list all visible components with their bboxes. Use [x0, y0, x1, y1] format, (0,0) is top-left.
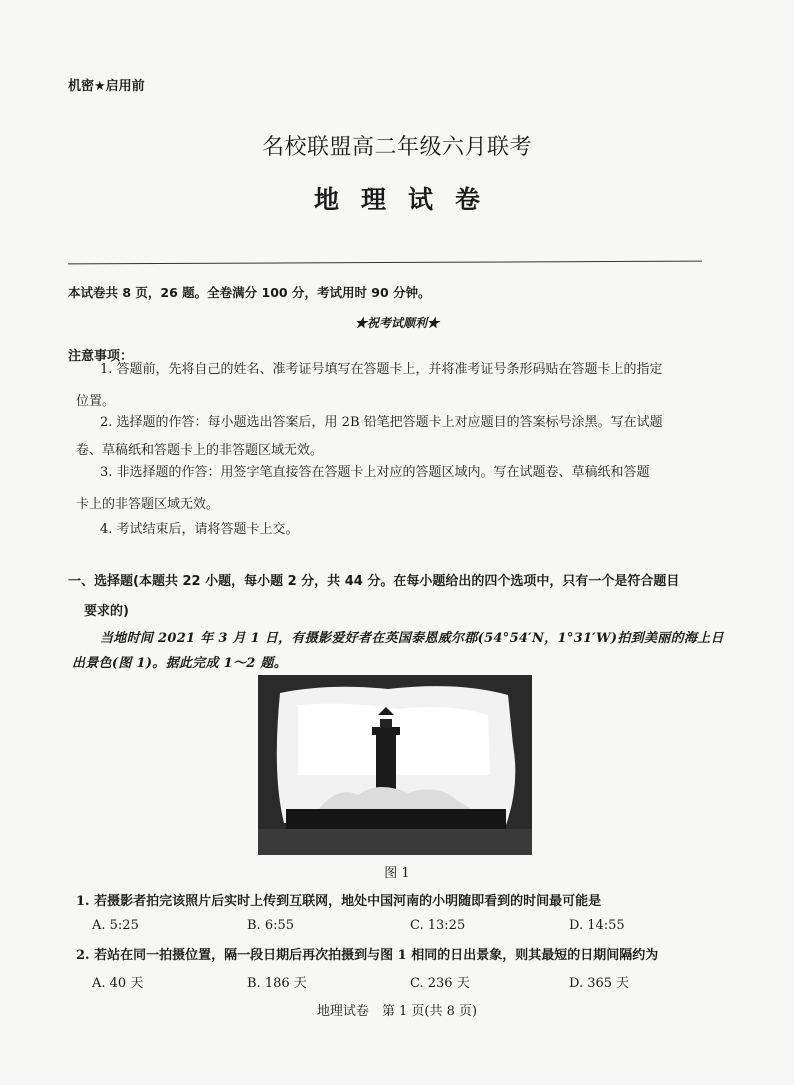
option-b: B. 186 天 — [247, 976, 307, 991]
option-a: A. 40 天 — [92, 976, 144, 991]
question-stem: 1. 若摄影者拍完该照片后实时上传到互联网，地处中国河南的小明随即看到的时间最可能是 — [76, 894, 602, 909]
notice-line: 3. 非选择题的作答：用签字笔直接答在答题卡上对应的答题区域内。写在试题卷、草稿纸和答题 — [100, 465, 650, 480]
figure-caption: 图 1 — [384, 866, 410, 881]
question-stem: 2. 若站在同一拍摄位置，隔一段日期后再次拍摄到与图 1 相同的日出景象，则其最短的日期间隔约为 — [76, 948, 659, 963]
header-divider — [68, 261, 702, 265]
passage-line: 当地时间 2021 年 3 月 1 日，有摄影爱好者在英国泰恩威尔郡(54°54′N，1°31′W)拍到美丽的海上日 — [100, 631, 724, 646]
section-heading-cont: 要求的) — [84, 604, 129, 619]
exam-info: 本试卷共 8 页，26 题。全卷满分 100 分，考试用时 90 分钟。 — [68, 285, 431, 300]
option-d: D. 365 天 — [569, 976, 630, 991]
option-c: C. 13:25 — [410, 918, 466, 933]
notice-line: 1. 答题前，先将自己的姓名、准考证号填写在答题卡上，并将准考证号条形码贴在答题卡上的指定 — [100, 362, 663, 377]
option-c: C. 236 天 — [410, 976, 470, 991]
notice-line: 位置。 — [76, 394, 116, 409]
option-d: D. 14:55 — [569, 918, 625, 933]
option-a: A. 5:25 — [92, 918, 139, 933]
section-heading: 一、选择题(本题共 22 小题，每小题 2 分，共 44 分。在每小题给出的四个选项中，只有一个是符合题目 — [68, 574, 680, 589]
notice-heading: 注意事项： — [68, 349, 134, 364]
page-footer: 地理试卷 第 1 页(共 8 页) — [316, 1004, 478, 1019]
option-b: B. 6:55 — [247, 918, 295, 933]
passage-line: 出景色(图 1)。据此完成 1～2 题。 — [72, 656, 288, 671]
good-luck-note: ★祝考试顺利★ — [354, 316, 439, 330]
notice-line: 卡上的非答题区域无效。 — [76, 497, 220, 512]
exam-title: 名校联盟高二年级六月联考 — [261, 135, 532, 160]
subject-title: 地理试卷 — [313, 185, 502, 214]
notice-line: 4. 考试结束后，请将答题卡上交。 — [100, 522, 299, 537]
confidential-label: 机密★启用前 — [68, 79, 145, 94]
notice-line: 卷、草稿纸和答题卡上的非答题区域无效。 — [76, 443, 324, 458]
notice-line: 2. 选择题的作答：每小题选出答案后，用 2B 铅笔把答题卡上对应题目的答案标号涂黑。写在试题 — [100, 415, 663, 430]
lighthouse-photo — [258, 675, 532, 855]
